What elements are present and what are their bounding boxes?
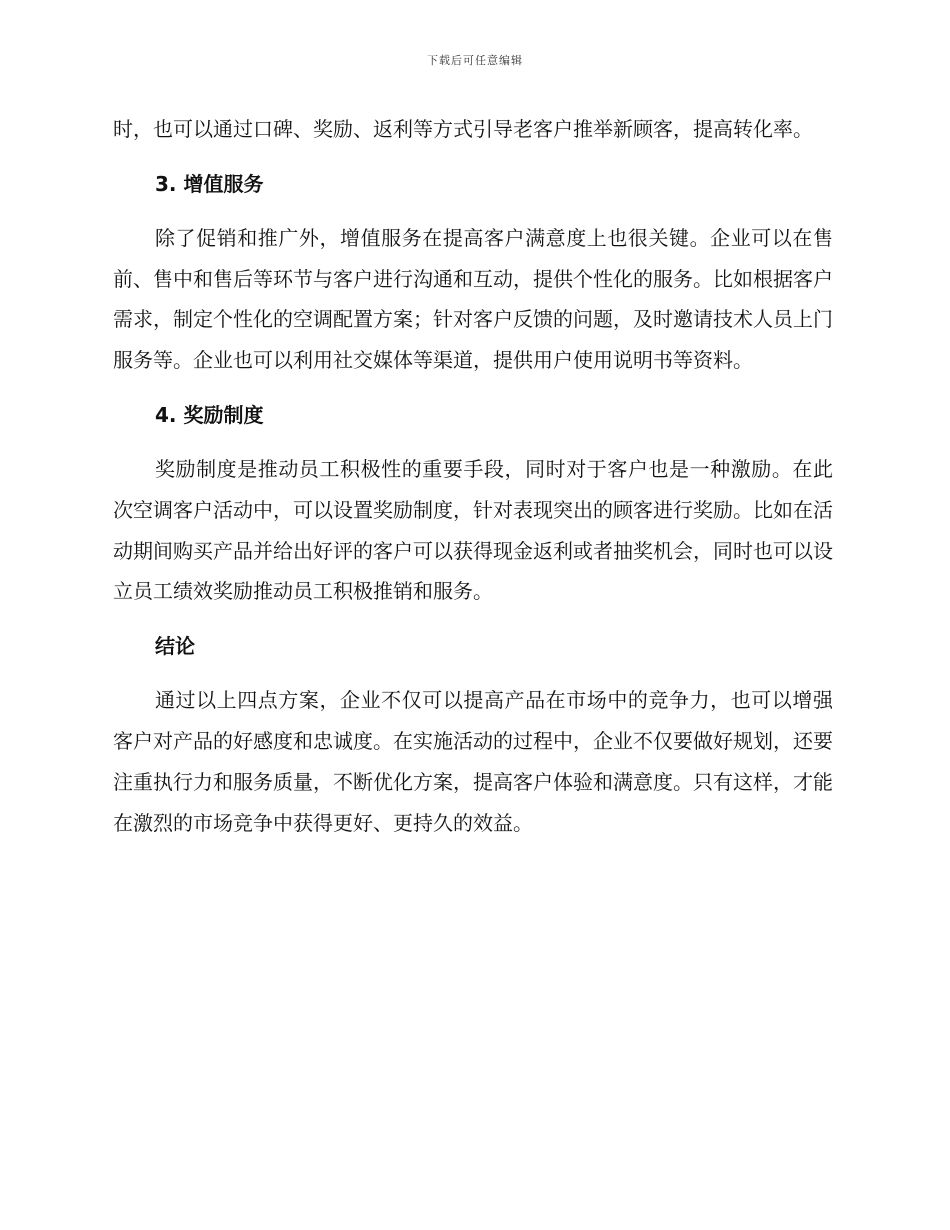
section-paragraph-value-added-services: 除了促销和推广外，增值服务在提高客户满意度上也很关键。企业可以在售前、售中和售后等环节与客户进行沟通和互动，提供个性化的服务。比如根据客户需求，制定个性化的空调配置方案；针对客户反馈的问题，及时邀请技术人员上门服务等。企业也可以利用社交媒体等渠道，提供用户使用说明书等资料。 bbox=[113, 225, 833, 373]
section-heading-conclusion: 结论 bbox=[155, 634, 195, 659]
continuation-paragraph: 时，也可以通过口碑、奖励、返利等方式引导老客户推举新顾客，提高转化率。 bbox=[113, 117, 813, 141]
section-heading-value-added-services: 3. 增值服务 bbox=[155, 171, 264, 196]
section-heading-reward-system: 4. 奖励制度 bbox=[155, 402, 264, 427]
page-header: 下载后可任意编辑 bbox=[427, 54, 523, 67]
section-paragraph-reward-system: 奖励制度是推动员工积极性的重要手段，同时对于客户也是一种激励。在此次空调客户活动中，可以设置奖励制度，针对表现突出的顾客进行奖励。比如在活动期间购买产品并给出好评的客户可以获得现金返利或者抽奖机会，同时也可以设立员工绩效奖励推动员工积极推销和服务。 bbox=[113, 456, 833, 604]
document-body bbox=[113, 109, 833, 843]
section-paragraph-conclusion: 通过以上四点方案，企业不仅可以提高产品在市场中的竞争力，也可以增强客户对产品的好感度和忠诚度。在实施活动的过程中，企业不仅要做好规划，还要注重执行力和服务质量，不断优化方案，提高客户体验和满意度。只有这样，才能在激烈的市场竞争中获得更好、更持久的效益。 bbox=[113, 688, 833, 835]
